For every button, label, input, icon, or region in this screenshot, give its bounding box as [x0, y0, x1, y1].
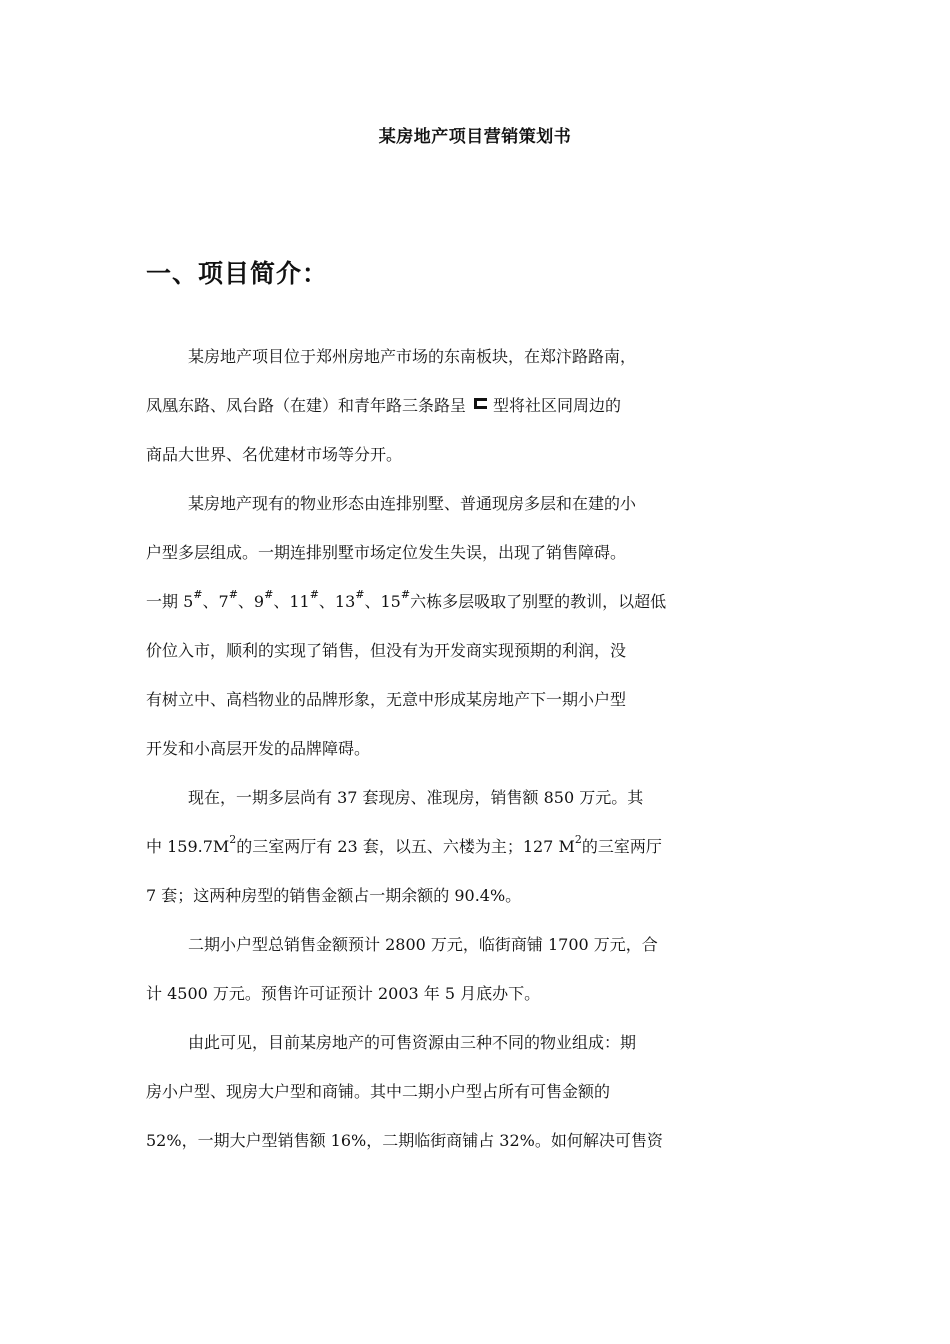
text-span: 的三室两厅 [581, 837, 662, 856]
text-line [146, 589, 822, 638]
text-span: 7 套；这两种房型的销售金额占一期余额的 90.4%。 [146, 886, 522, 905]
text-span: 、11 [273, 592, 310, 611]
text-line [146, 1128, 822, 1177]
text-span: 一期 5 [146, 592, 194, 611]
text-span: 开发和小高层开发的品牌障碍。 [146, 739, 371, 758]
text-line [146, 638, 822, 687]
text-line [146, 687, 822, 736]
text-span: 价位入市，顺利的实现了销售，但没有为开发商实现预期的利润，没 [146, 641, 627, 660]
superscript-mark: # [193, 589, 203, 601]
section-heading: 一、项目简介： [146, 259, 329, 288]
text-span: 的三室两厅有 23 套，以五、六楼为主；127 M [236, 837, 575, 856]
superscript-mark: # [309, 589, 319, 601]
text-span: 型将社区同周边的 [493, 396, 622, 415]
text-span: 某房地产现有的物业形态由连排别墅、普通现房多层和在建的小 [188, 494, 637, 513]
superscript-mark: # [264, 589, 274, 601]
text-span: 计 4500 万元。预售许可证预计 2003 年 5 月底办下。 [146, 984, 541, 1003]
superscript-mark: 2 [574, 834, 582, 846]
text-line [146, 981, 822, 1030]
paragraph-4 [146, 932, 822, 1030]
text-line [146, 344, 822, 393]
superscript-mark: # [400, 589, 411, 601]
text-span: 中 159.7M [146, 837, 230, 856]
superscript-mark: 2 [229, 834, 237, 846]
text-line [146, 442, 822, 491]
text-line [146, 1079, 822, 1128]
text-line [146, 736, 822, 785]
paragraph-2 [146, 491, 822, 785]
text-span: 六栋多层吸取了别墅的教训，以超低 [410, 592, 667, 611]
text-span: 、9 [237, 592, 265, 611]
text-span: 由此可见，目前某房地产的可售资源由三种不同的物业组成：期 [188, 1033, 637, 1052]
paragraph-1 [146, 344, 822, 491]
text-span: 户型多层组成。一期连排别墅市场定位发生失误，出现了销售障碍。 [146, 543, 627, 562]
text-span: 、15 [364, 592, 401, 611]
text-span: 有树立中、高档物业的品牌形象，无意中形成某房地产下一期小户型 [146, 690, 627, 709]
paragraph-3 [146, 785, 822, 932]
body-text [146, 344, 822, 1177]
text-span: 二期小户型总销售金额预计 2800 万元，临街商铺 1700 万元，合 [188, 935, 658, 954]
text-span: 房小户型、现房大户型和商铺。其中二期小户型占所有可售金额的 [146, 1082, 611, 1101]
text-span: 现在，一期多层尚有 37 套现房、准现房，销售额 850 万元。其 [188, 788, 644, 807]
text-line [146, 785, 822, 834]
paragraph-5 [146, 1030, 822, 1177]
text-span: 某房地产项目位于郑州房地产市场的东南板块，在郑汴路路南， [188, 347, 637, 366]
text-line [146, 1030, 822, 1079]
text-line [146, 834, 822, 883]
bracket-shape-icon [474, 398, 487, 409]
text-line [146, 540, 822, 589]
text-span: 、13 [318, 592, 356, 611]
text-span: 商品大世界、名优建材市场等分开。 [146, 445, 403, 464]
text-line [146, 393, 822, 442]
text-line [146, 491, 822, 540]
text-span: 凤凰东路、凤台路（在建）和青年路三条路呈 [146, 396, 467, 415]
text-line [146, 883, 822, 932]
document-title: 某房地产项目营销策划书 [378, 127, 572, 147]
superscript-mark: # [228, 589, 238, 601]
text-span: 、7 [202, 592, 229, 611]
text-line [146, 932, 822, 981]
superscript-mark: # [355, 589, 365, 601]
text-span: 52%，一期大户型销售额 16%，二期临街商铺占 32%。如何解决可售资 [146, 1131, 663, 1150]
